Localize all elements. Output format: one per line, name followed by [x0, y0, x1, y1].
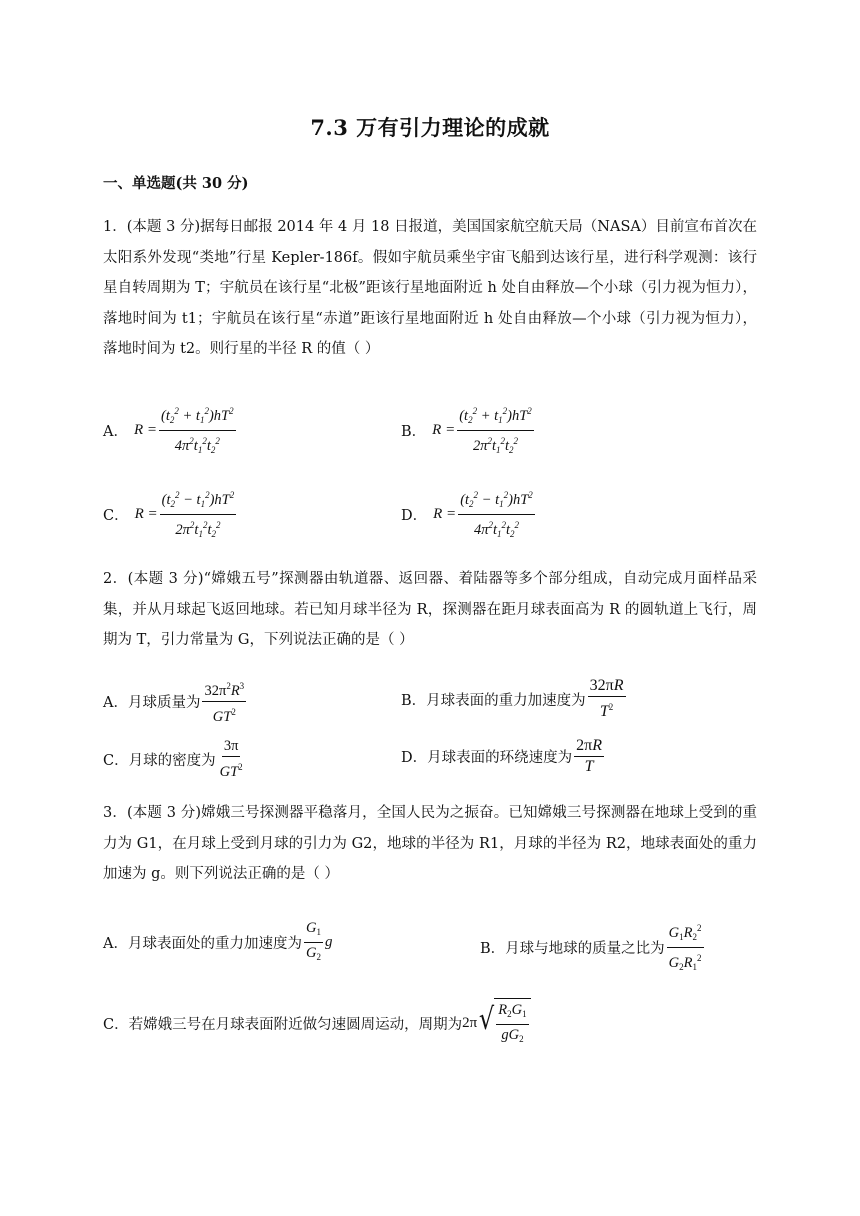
option-label: D．月球表面的环绕速度为	[401, 750, 573, 766]
q2-option-c[interactable]	[103, 737, 247, 781]
option-label: A．	[103, 424, 128, 440]
fraction: $\frac{(t_2^2 + t_1^2)hT^2}{2\pi^2t_1^2t_2^2}$	[457, 402, 534, 459]
q2-option-b[interactable]	[401, 677, 628, 721]
q1-option-c[interactable]	[103, 486, 238, 543]
fraction: $\frac{32\pi R}{T^2}$	[589, 677, 624, 720]
question-3-text: 3．(本题 3 分)嫦娥三号探测器平稳落月，全国人民为之振奋。已知嫦娥三号探测器在地球上受到的重力为 G1，在月球上受到月球的引力为 G2，地球的半径为 R1，月球的半径为 R2，地球表面处的重力加速为 g。则下列说法正确的是（ ）	[103, 805, 757, 882]
option-label: A．月球表面处的重力加速度为	[103, 936, 302, 952]
fraction: $\frac{(t_2^2 - t_1^2)hT^2}{4\pi^2t_1^2t_2^2}$	[458, 486, 535, 543]
formula: R =	[134, 506, 158, 522]
formula: R =	[133, 422, 158, 438]
q3-option-b[interactable]	[480, 919, 706, 976]
formula: 2π	[462, 1014, 478, 1031]
question-1-text: 1．(本题 3 分)据每日邮报 2014 年 4 月 18 日报道，美国国家航空航天局（NASA）目前宣布首次在太阳系外发现“类地”行星 Kepler-186f。假如宇航员乘坐宇宙飞船到达该行星，进行科学观测：该行星自转周期为 T；宇航员在该行星“北极”距该行星地面附近 h 处自由释放—个小球（引力视为恒力），落地时间为 t1；宇航员在该行星“赤道”距该行星地面附近 h 处自由释放—个小球（引力视为恒力），落地时间为 t2。则行星的半径 R 的值（ ）	[103, 219, 757, 357]
fraction: $\frac{32\pi^2R^3}{GT^2}$	[202, 677, 246, 726]
option-label: B．月球与地球的质量之比为	[480, 941, 665, 957]
option-label: A．月球质量为	[103, 695, 201, 711]
formula: R =	[433, 506, 457, 522]
option-label: B．	[401, 424, 427, 440]
page-title: 7.3 万有引力理论的成就	[310, 115, 550, 140]
q3-option-c[interactable]	[103, 998, 531, 1048]
q2-option-a[interactable]	[103, 677, 248, 726]
option-label: D．	[401, 508, 428, 524]
question-2-text: 2．(本题 3 分)“嫦娥五号”探测器由轨道器、返回器、着陆器等多个部分组成，自动完成月面样品采集，并从月球起飞返回地球。若已知月球半径为 R，探测器在距月球表面高为 R 的圆轨道上飞行，周期为 T，引力常量为 G，下列说法正确的是（ ）	[103, 571, 757, 648]
formula: R =	[432, 422, 456, 438]
q3-option-a[interactable]	[103, 919, 332, 966]
fraction: $\frac{(t_2^2 - t_1^2)hT^2}{2\pi^2t_1^2t_2^2}$	[160, 486, 237, 543]
q2-option-d[interactable]	[401, 737, 606, 776]
fraction: $\frac{G_1R_2^2}{G_2R_1^2}$	[667, 919, 704, 976]
fraction: $\frac{(t_2^2 + t_1^2)hT^2}{4\pi^2t_1^2t_2^2}$	[159, 402, 236, 459]
option-label: C．	[103, 508, 129, 524]
q1-option-d[interactable]	[401, 486, 537, 543]
square-root: √ $\frac{R_2G_1}{gG_2}$	[477, 998, 530, 1048]
section-heading: 一、单选题(共 30 分)	[103, 175, 249, 192]
q1-option-a[interactable]	[103, 402, 238, 459]
fraction: $\frac{3\pi}{GT^2}$	[219, 738, 243, 780]
formula: g	[324, 934, 333, 950]
fraction: $\frac{G_1}{G_2}$	[305, 920, 321, 962]
option-label: C．若嫦娥三号在月球表面附近做匀速圆周运动，周期为	[103, 1016, 463, 1033]
option-label: B．月球表面的重力加速度为	[401, 692, 586, 709]
q1-option-b[interactable]	[401, 402, 536, 459]
fraction: $\frac{2\pi R}{T}$	[576, 737, 602, 775]
option-label: C．月球的密度为	[103, 752, 216, 769]
